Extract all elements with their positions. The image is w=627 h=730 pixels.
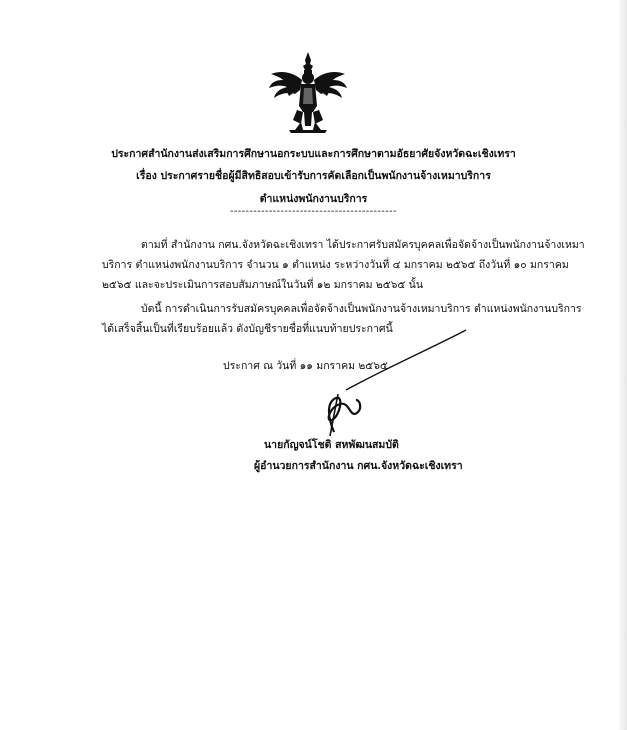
document-title: ประกาศสำนักงานส่งเสริมการศึกษานอกระบบและการศึกษาตามอัธยาศัยจังหวัดฉะเชิงเทรา — [111, 148, 516, 160]
paragraph-1-line-1: ตามที่ สำนักงาน กศน.จังหวัดฉะเชิงเทรา ได้ประกาศรับสมัครบุคคลเพื่อจัดจ้างเป็นพนักงานจ้างเหมา — [141, 239, 585, 251]
paragraph-2-line-1: บัดนี้ การดำเนินการรับสมัครบุคคลเพื่อจัดจ้างเป็นพนักงานจ้างเหมาบริการ ตำแหน่งพนักงานบริการ — [141, 303, 582, 315]
paragraph-1-line-3: ๒๕๖๕ และจะประเมินการสอบสัมภาษณ์ในวันที่ ๑๒ มกราคม ๒๕๖๕ นั้น — [102, 279, 423, 291]
signature-icon — [306, 328, 476, 438]
page-edge-shadow — [617, 0, 627, 730]
paragraph-1-line-2: บริการ ตำแหน่งพนักงานบริการ จำนวน ๑ ตำแหน่ง ระหว่างวันที่ ๔ มกราคม ๒๕๖๕ ถึงวันที่ ๑๐ มกราคม — [102, 259, 569, 271]
signer-name: นายกัญจน์โชติ สหพัฒนสมบัติ — [264, 439, 399, 451]
divider: ------------------------------------------- — [230, 206, 397, 217]
paragraph-2-line-2: ได้เสร็จสิ้นเป็นที่เรียบร้อยแล้ว ดังบัญชีรายชื่อที่แนบท้ายประกาศนี้ — [102, 323, 393, 335]
garuda-emblem-icon — [267, 50, 349, 134]
document-subject: เรื่อง ประกาศรายชื่อผู้มีสิทธิสอบเข้ารับการคัดเลือกเป็นพนักงานจ้างเหมาบริการ — [136, 170, 491, 182]
announcement-date: ประกาศ ณ วันที่ ๑๑ มกราคม ๒๕๖๕ — [223, 360, 388, 372]
signer-title: ผู้อำนวยการสำนักงาน กศน.จังหวัดฉะเชิงเทรา — [254, 460, 463, 472]
position-title: ตำแหน่งพนักงานบริการ — [259, 193, 368, 205]
